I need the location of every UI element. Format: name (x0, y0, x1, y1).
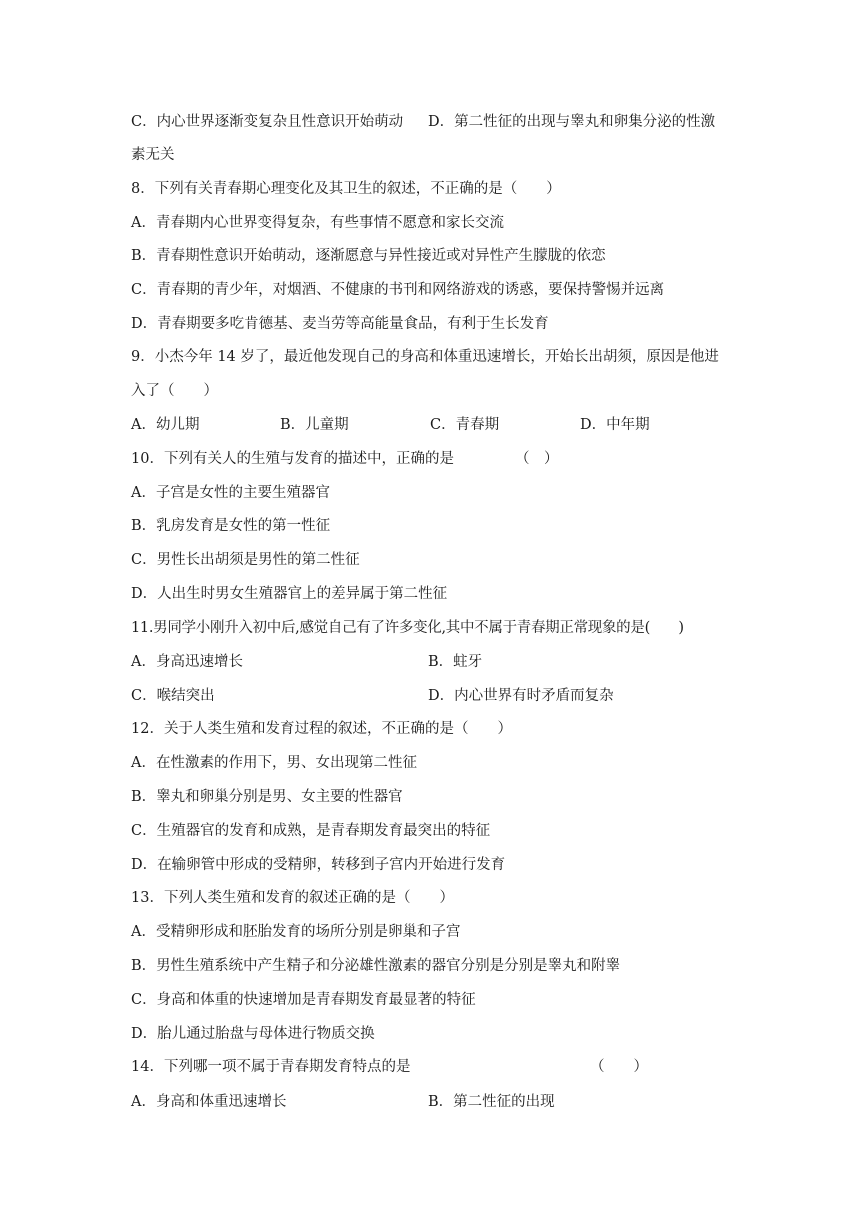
q10-option-a: A．子宫是女性的主要生殖器官 (131, 485, 330, 501)
question-12: 12．关于人类生殖和发育过程的叙述，不正确的是（ ） (131, 721, 512, 737)
q7-option-c: C．内心世界逐渐变复杂且性意识开始萌动 (131, 114, 404, 130)
q8-option-a: A．青春期内心世界变得复杂，有些事情不愿意和家长交流 (131, 215, 504, 231)
q8-option-b: B．青春期性意识开始萌动，逐渐愿意与异性接近或对异性产生朦胧的依恋 (131, 248, 606, 264)
q9-option-d: D．中年期 (580, 417, 650, 433)
q10-option-d: D．人出生时男女生殖器官上的差异属于第二性征 (131, 586, 448, 602)
q11-option-a: A．身高迅速增长 (131, 654, 243, 670)
question-10: 10．下列有关人的生殖与发育的描述中，正确的是 (131, 451, 454, 467)
q12-option-c: C．生殖器官的发育和成熟，是青春期发育最突出的特征 (131, 823, 491, 839)
q12-option-b: B．睾丸和卵巢分别是男、女主要的性器官 (131, 789, 403, 805)
q7-option-d: D．第二性征的出现与睾丸和卵集分泌的性激 (428, 114, 716, 130)
q12-option-d: D．在输卵管中形成的受精卵，转移到子宫内开始进行发育 (131, 857, 506, 873)
q13-option-b: B．男性生殖系统中产生精子和分泌雄性激素的器官分别是分别是睾丸和附睾 (131, 958, 621, 974)
q13-option-c: C．身高和体重的快速增加是青春期发育最显著的特征 (131, 992, 476, 1008)
q8-option-c: C．青春期的青少年，对烟酒、不健康的书刊和网络游戏的诱惑，要保持警惕并远离 (131, 282, 665, 298)
q7-option-d-cont: 素无关 (131, 147, 175, 163)
q11-option-d: D．内心世界有时矛盾而复杂 (428, 688, 614, 704)
q14-option-b: B．第二性征的出现 (428, 1094, 555, 1110)
q14-answer-bracket: （ ） (590, 1059, 648, 1075)
q10-option-b: B．乳房发育是女性的第一性征 (131, 518, 331, 534)
question-11: 11.男同学小刚升入初中后,感觉自己有了许多变化,其中不属于青春期正常现象的是( ) (131, 620, 684, 636)
question-8: 8．下列有关青春期心理变化及其卫生的叙述，不正确的是（ ） (131, 181, 561, 197)
question-14: 14．下列哪一项不属于青春期发育特点的是 (131, 1059, 411, 1075)
q9-option-b: B．儿童期 (280, 417, 349, 433)
q9-option-a: A．幼儿期 (131, 417, 200, 433)
q10-option-c: C．男性长出胡须是男性的第二性征 (131, 552, 360, 568)
question-9: 9．小杰今年 14 岁了，最近他发现自己的身高和体重迅速增长，开始长出胡须，原因是他进 (131, 349, 719, 365)
q14-option-a: A．身高和体重迅速增长 (131, 1094, 287, 1110)
q13-option-d: D．胎儿通过胎盘与母体进行物质交换 (131, 1026, 375, 1042)
q13-option-a: A．受精卵形成和胚胎发育的场所分别是卵巢和子宫 (131, 924, 461, 940)
q12-option-a: A．在性激素的作用下，男、女出现第二性征 (131, 755, 417, 771)
question-13: 13．下列人类生殖和发育的叙述正确的是（ ） (131, 890, 454, 906)
q11-option-c: C．喉结突出 (131, 688, 215, 704)
q11-option-b: B．蛀牙 (428, 654, 483, 670)
question-9-cont: 入了（ ） (131, 383, 218, 399)
q10-answer-bracket: （ ） (515, 451, 559, 467)
q8-option-d: D．青春期要多吃肯德基、麦当劳等高能量食品，有利于生长发育 (131, 316, 549, 332)
q9-option-c: C．青春期 (430, 417, 500, 433)
